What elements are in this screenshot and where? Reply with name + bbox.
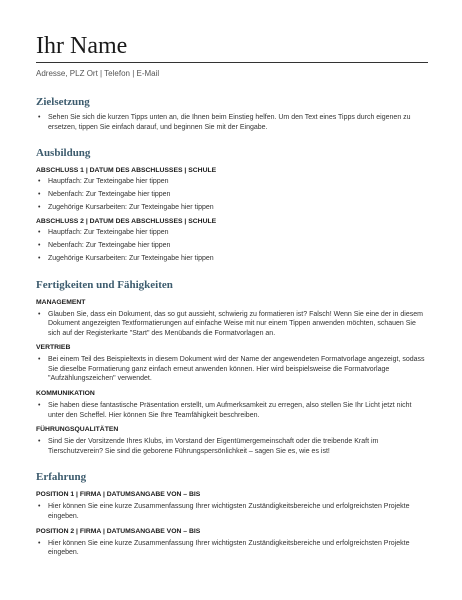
list-item[interactable]: • Bei einem Teil des Beispieltexts in diesem Dokument wird der Name der angewendeten Formatvorlage angezeigt, sodass Sie dieselbe Formatierung ganz einfach erneut anwenden können. Hier wird beispielsweise die Formatvorlage "Aufzählungszeichen" verwendet.: [36, 355, 428, 384]
skills-entry-heading[interactable]: VERTRIEB: [36, 344, 71, 352]
skills-entry-list: [36, 355, 428, 384]
header-divider: [36, 62, 428, 63]
education-entry-list: [36, 228, 428, 263]
section-title-skills[interactable]: Fertigkeiten und Fähigkeiten: [36, 278, 173, 291]
skills-entry-list: [36, 437, 428, 456]
contact-line[interactable]: Adresse, PLZ Ort | Telefon | E-Mail: [36, 69, 160, 78]
list-item[interactable]: • Sehen Sie sich die kurzen Tipps unten an, die Ihnen beim Einstieg helfen. Um den Text eines Tipps durch eigenen zu ersetzen, tippen Sie einfach darauf, und beginnen Sie mit der Eingabe.: [36, 113, 428, 132]
list-item[interactable]: • Sind Sie der Vorsitzende Ihres Klubs, im Vorstand der Eigentümergemeinschaft oder die treibende Kraft im Tierschutzverein? Sie sind die geborene Führungspersönlichkeit – sagen Sie es, wie es ist!: [36, 437, 428, 456]
skills-entry-heading[interactable]: FÜHRUNGSQUALITÄTEN: [36, 426, 119, 434]
list-item[interactable]: • Zugehörige Kursarbeiten: Zur Texteingabe hier tippen: [36, 203, 428, 213]
list-item[interactable]: • Zugehörige Kursarbeiten: Zur Texteingabe hier tippen: [36, 254, 428, 264]
list-item[interactable]: • Hier können Sie eine kurze Zusammenfassung Ihrer wichtigsten Zuständigkeitsbereiche und erfolgreichsten Projekte eingeben.: [36, 539, 428, 558]
experience-entry-list: [36, 539, 428, 558]
skills-entry-heading[interactable]: KOMMUNIKATION: [36, 390, 95, 398]
list-item[interactable]: • Glauben Sie, dass ein Dokument, das so gut aussieht, schwierig zu formatieren ist? Falsch! Wenn Sie eine der in diesem Dokument angezeigten Textformatierungen auf einfache Weise mit nur einem Tippen anwenden möchten, schauen Sie sich auf der Registerkarte "Start" des Menübands die Formatvorlagen an.: [36, 310, 428, 339]
education-entry-list: [36, 177, 428, 212]
list-item[interactable]: • Hauptfach: Zur Texteingabe hier tippen: [36, 228, 428, 238]
skills-entry-heading[interactable]: MANAGEMENT: [36, 298, 86, 306]
skills-entry-list: [36, 310, 428, 339]
experience-entry-heading[interactable]: POSITION 1 | FIRMA | DATUMSANGABE VON – BIS: [36, 491, 201, 499]
list-item[interactable]: • Nebenfach: Zur Texteingabe hier tippen: [36, 241, 428, 251]
education-entry-heading[interactable]: ABSCHLUSS 1 | DATUM DES ABSCHLUSSES | SCHULE: [36, 167, 217, 175]
section-title-experience[interactable]: Erfahrung: [36, 471, 87, 484]
experience-entry-heading[interactable]: POSITION 2 | FIRMA | DATUMSANGABE VON – BIS: [36, 527, 201, 535]
list-item[interactable]: • Sie haben diese fantastische Präsentation erstellt, um Aufmerksamkeit zu erregen, also stellen Sie Ihr Licht jetzt nicht unter den Scheffel. Hier können Sie Ihre Teamfähigkeit beschreiben.: [36, 401, 428, 420]
section-title-objective[interactable]: Zielsetzung: [36, 96, 90, 108]
skills-entry-list: [36, 401, 428, 420]
list-item[interactable]: • Hier können Sie eine kurze Zusammenfassung Ihrer wichtigsten Zuständigkeitsbereiche und erfolgreichsten Projekte eingeben.: [36, 502, 428, 521]
experience-entry-list: [36, 502, 428, 521]
list-item[interactable]: • Hauptfach: Zur Texteingabe hier tippen: [36, 177, 428, 187]
section-title-education[interactable]: Ausbildung: [36, 147, 91, 160]
objective-list: [36, 113, 428, 132]
education-entry-heading[interactable]: ABSCHLUSS 2 | DATUM DES ABSCHLUSSES | SCHULE: [36, 218, 217, 226]
name-heading[interactable]: Ihr Name: [36, 33, 128, 59]
list-item[interactable]: • Nebenfach: Zur Texteingabe hier tippen: [36, 190, 428, 200]
